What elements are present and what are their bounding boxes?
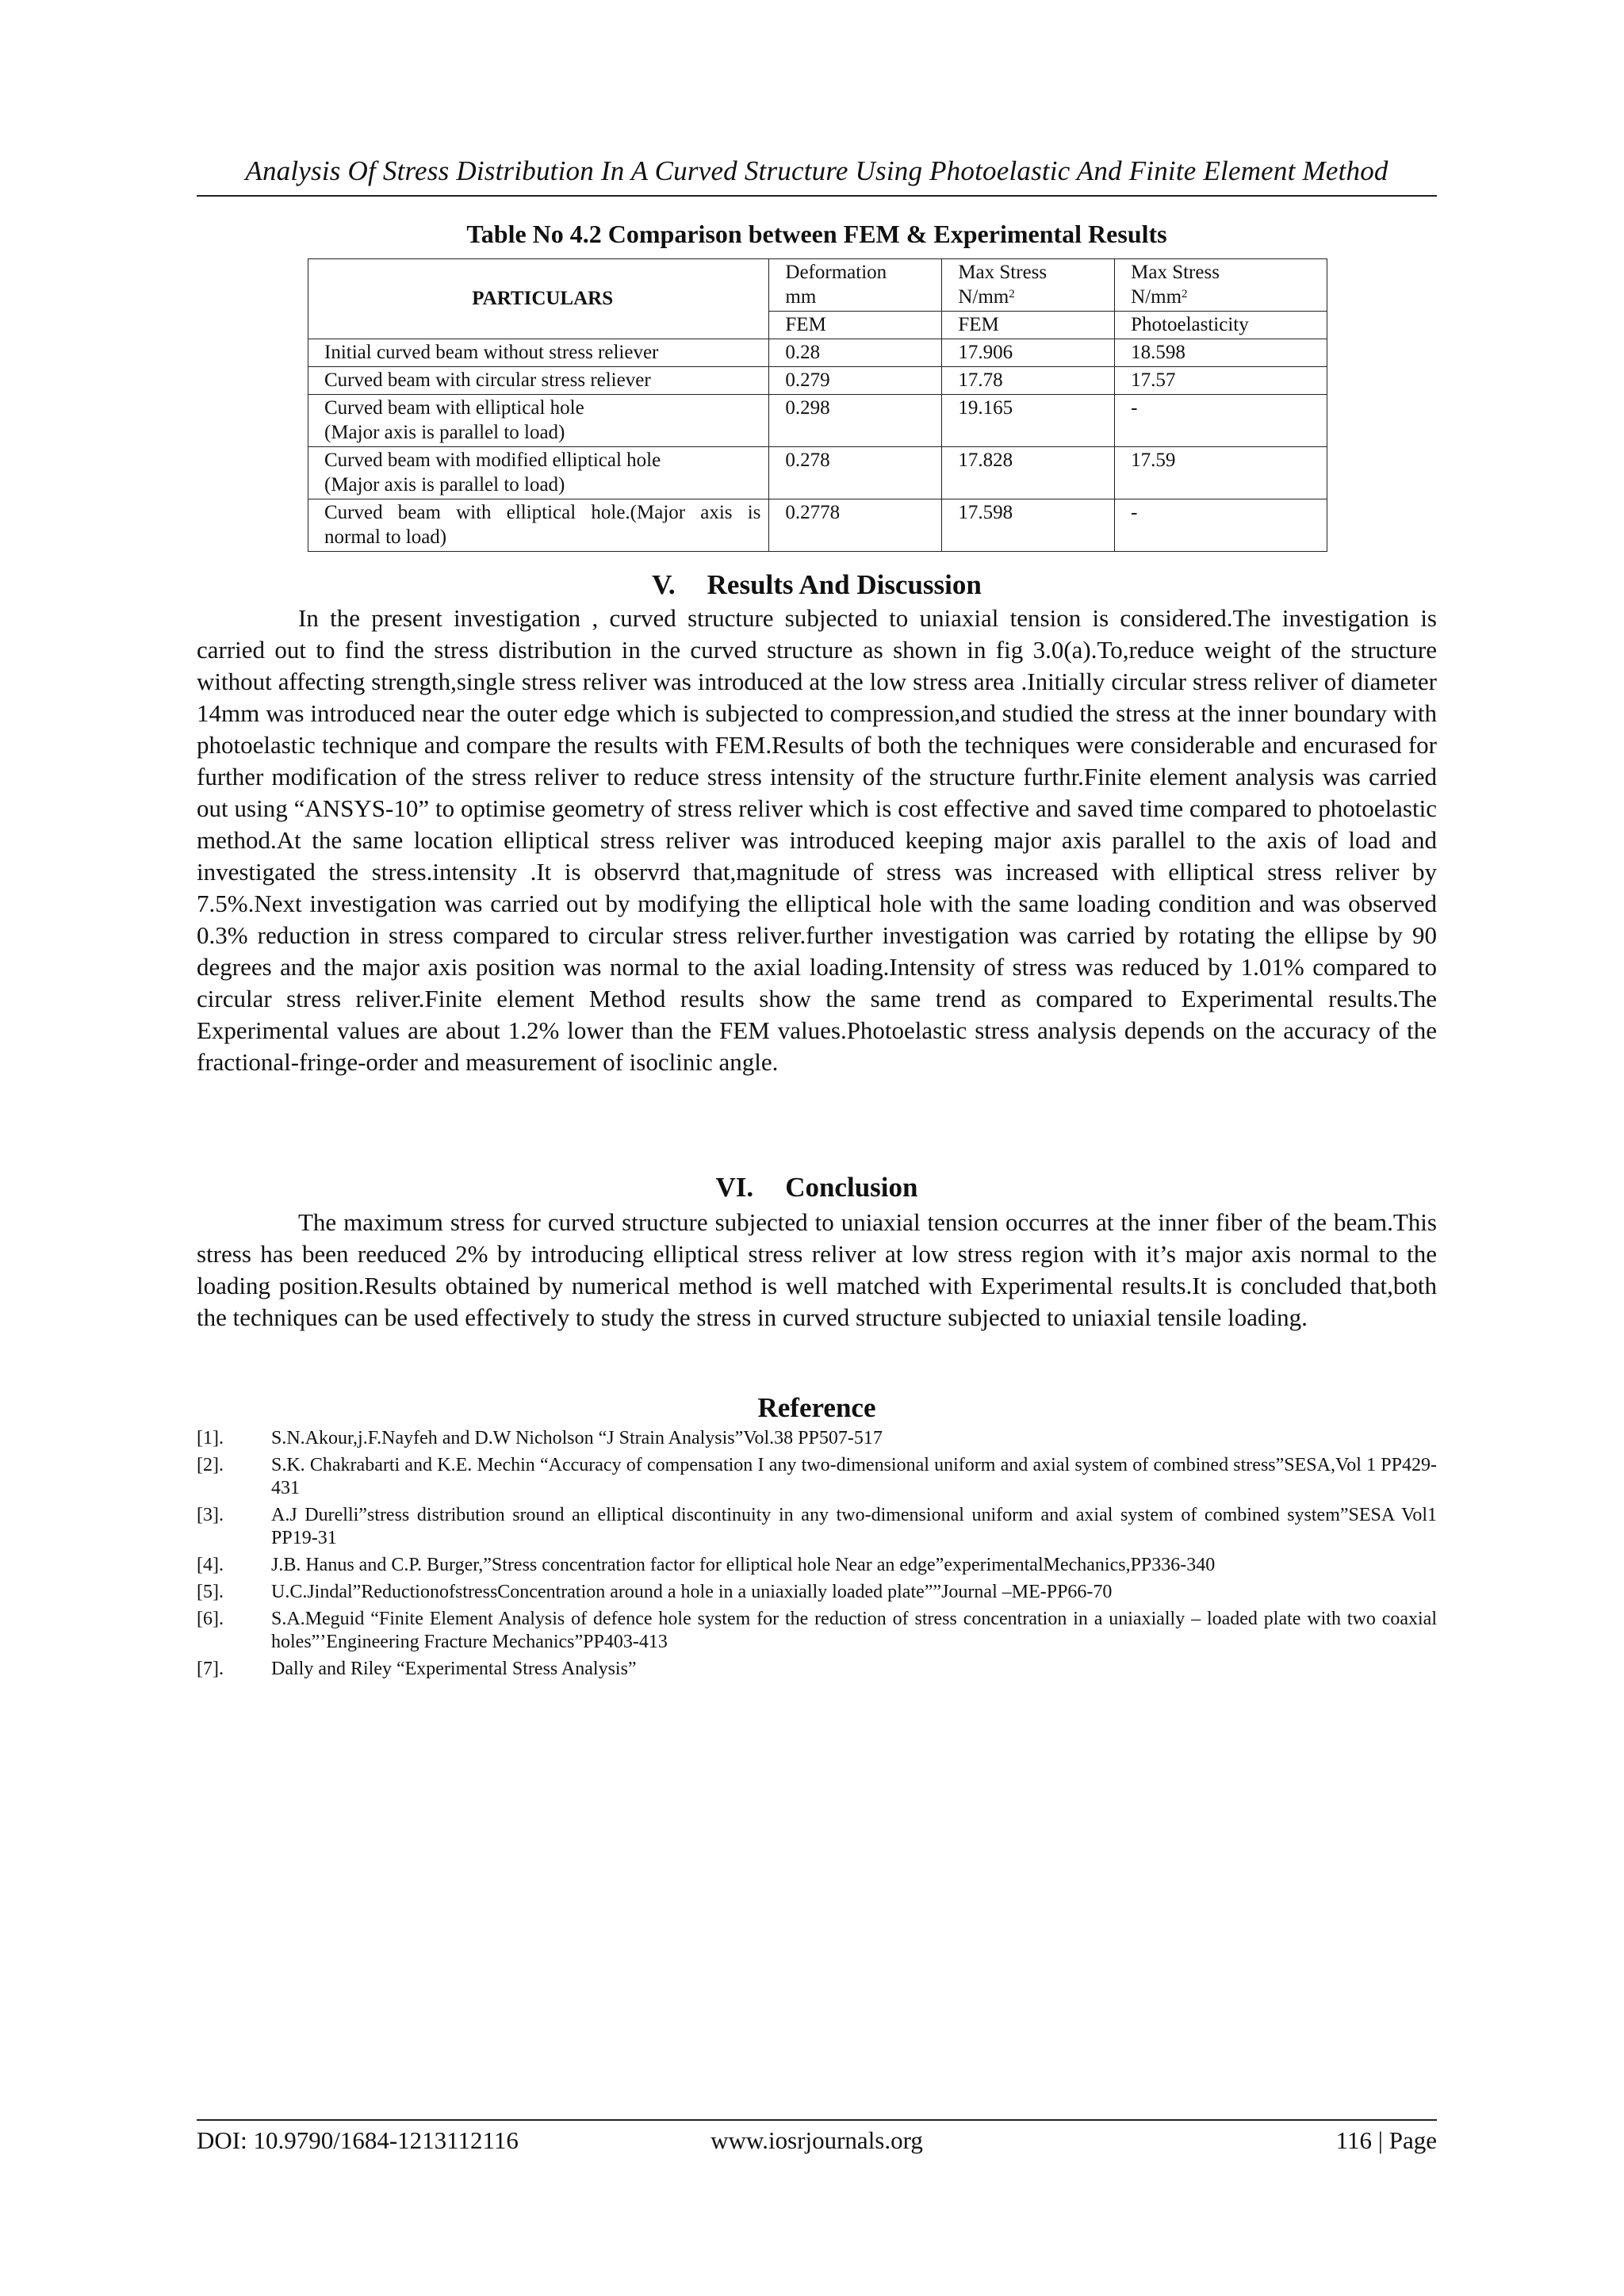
- footer-page-number: 116 | Page: [1335, 2126, 1437, 2154]
- row-particular-line1: Curved beam with elliptical hole: [324, 397, 584, 419]
- row-deformation: 0.298: [769, 395, 942, 447]
- table-header-row: [308, 259, 1327, 312]
- row-fem-stress: 19.165: [942, 395, 1115, 447]
- row-particular: Initial curved beam without stress reliever: [308, 339, 769, 367]
- row-particular: Curved beam with circular stress reliever: [308, 367, 769, 395]
- row-fem-stress: 17.598: [942, 499, 1115, 552]
- row-photo-stress: 17.59: [1115, 447, 1327, 499]
- section-number: V.: [652, 569, 676, 600]
- row-particular-line2: (Major axis is parallel to load): [324, 474, 565, 496]
- comparison-table: [308, 258, 1327, 552]
- max-stress-label: Max Stress: [958, 262, 1048, 283]
- row-particular: [308, 395, 769, 447]
- row-photo-stress: 18.598: [1115, 339, 1327, 367]
- row-photo-stress: -: [1115, 499, 1327, 552]
- references-heading: Reference: [757, 1392, 876, 1423]
- reference-item: [197, 1504, 1437, 1550]
- section-title: Conclusion: [785, 1172, 918, 1203]
- footer-website: www.iosrjournals.org: [710, 2126, 923, 2154]
- row-particular: [308, 499, 769, 552]
- section-title: Results And Discussion: [707, 569, 982, 600]
- section-heading-conclusion: [197, 1172, 1437, 1203]
- reference-text: S.K. Chakrabarti and K.E. Mechin “Accuracy of compensation I any two-dimensional uniform and axial system of combined stress”SESA,Vol 1 PP429-431: [271, 1455, 1437, 1498]
- table-row: [308, 499, 1327, 552]
- reference-text: J.B. Hanus and C.P. Burger,”Stress concentration factor for elliptical hole Near an edge”experimentalMechanics,PP336-340: [271, 1555, 1216, 1575]
- max-stress-fem-header: [942, 259, 1115, 312]
- running-title: Analysis Of Stress Distribution In A Curved Structure Using Photoelastic And Finite Element Method: [245, 155, 1388, 186]
- max-stress-unit: N/mm: [958, 286, 1009, 308]
- row-photo-stress: 17.57: [1115, 367, 1327, 395]
- row-fem-stress: 17.906: [942, 339, 1115, 367]
- reference-list: [197, 1427, 1437, 1685]
- reference-number: [7].: [197, 1659, 224, 1679]
- results-paragraph: [197, 603, 1437, 1078]
- reference-item: [197, 1581, 1437, 1604]
- conclusion-paragraph: [197, 1207, 1437, 1334]
- deformation-label: Deformation: [785, 262, 887, 283]
- deformation-unit: mm: [785, 286, 817, 308]
- row-photo-stress: -: [1115, 395, 1327, 447]
- table-row: [308, 367, 1327, 395]
- row-particular-line1: Curved beam with elliptical hole.(Major axis is: [324, 502, 761, 523]
- row-fem-stress: 17.78: [942, 367, 1115, 395]
- table-row: [308, 339, 1327, 367]
- reference-item: [197, 1608, 1437, 1654]
- reference-item: [197, 1454, 1437, 1500]
- reference-number: [3].: [197, 1505, 224, 1525]
- reference-number: [6].: [197, 1609, 224, 1629]
- row-particular-line1: Curved beam with modified elliptical hole: [324, 450, 661, 471]
- reference-number: [1].: [197, 1428, 224, 1448]
- reference-number: [2].: [197, 1455, 224, 1475]
- row-deformation: 0.278: [769, 447, 942, 499]
- max-stress-unit: N/mm: [1131, 286, 1182, 308]
- row-deformation: 0.28: [769, 339, 942, 367]
- table-title: Table No 4.2 Comparison between FEM & Experimental Results: [466, 220, 1167, 248]
- row-fem-stress: 17.828: [942, 447, 1115, 499]
- unit-exponent: 2: [1182, 288, 1188, 300]
- footer-rule: [197, 2119, 1437, 2121]
- reference-number: [4].: [197, 1555, 224, 1575]
- row-particular-line2: (Major axis is parallel to load): [324, 422, 565, 443]
- max-stress-photo-header: [1115, 259, 1327, 312]
- conclusion-text: The maximum stress for curved structure subjected to uniaxial tension occurres at the inner fiber of the beam.This stress has been reeduced 2% by introducing elliptical stress reliver at low stress region with it’s major axis normal to the loading position.Results obtained by numerical method is well matched with Experimental results.It is concluded that,both the techniques can be used effectively to study the stress in curved structure subjected to uniaxial tensile loading.: [197, 1208, 1437, 1331]
- method-fem: FEM: [942, 312, 1115, 339]
- reference-text: U.C.Jindal”ReductionofstressConcentration around a hole in a uniaxially loaded plate””Journal –ME-PP66-70: [271, 1582, 1113, 1602]
- paper-page: [197, 0, 1437, 2296]
- method-fem: FEM: [769, 312, 942, 339]
- table-row: [308, 447, 1327, 499]
- particulars-header: PARTICULARS: [308, 259, 769, 339]
- reference-item: [197, 1658, 1437, 1681]
- reference-number: [5].: [197, 1582, 224, 1602]
- section-number: VI.: [715, 1172, 754, 1203]
- header-rule: [197, 195, 1437, 197]
- row-deformation: 0.279: [769, 367, 942, 395]
- method-photoelasticity: Photoelasticity: [1115, 312, 1327, 339]
- row-deformation: 0.2778: [769, 499, 942, 552]
- row-particular: [308, 447, 769, 499]
- row-particular-line2: normal to load): [324, 526, 447, 548]
- unit-exponent: 2: [1009, 288, 1015, 300]
- reference-text: Dally and Riley “Experimental Stress Analysis”: [271, 1659, 637, 1679]
- footer-doi: DOI: 10.9790/1684-1213112116: [197, 2126, 519, 2154]
- results-text: In the present investigation , curved structure subjected to uniaxial tension is considered.The investigation is carried out to find the stress distribution in the curved structure as shown in fig 3.0(a).To,reduce weight of the structure without affecting strength,single stress reliver was introduced at the low stress area .Initially circular stress reliver of diameter 14mm was introduced near the outer edge which is subjected to compression,and studied the stress at the inner boundary with photoelastic technique and compare the results with FEM.Results of both the techniques were considerable and encurased for further modification of the stress reliver to reduce stress intensity of the structure furthr.Finite element analysis was carried out using “ANSYS-10” to optimise geometry of stress reliver which is cost effective and saved time compared to photoelastic method.At the same location elliptical stress reliver was introduced keeping major axis parallel to the axis of load and investigated the stress.intensity .It is observrd that,magnitude of stress was increased with elliptical stress reliver by 7.5%.Next investigation was carried out by modifying the elliptical hole with the same loading condition and was observed 0.3% reduction in stress compared to circular stress reliver.further investigation was carried by rotating the ellipse by 90 degrees and the major axis position was normal to the axial loading.Intensity of stress was reduced by 1.01% compared to circular stress reliver.Finite element Method results show the same trend as compared to Experimental results.The Experimental values are about 1.2% lower than the FEM values.Photoelastic stress analysis depends on the accuracy of the fractional-fringe-order and measurement of isoclinic angle.: [197, 604, 1437, 1076]
- max-stress-label: Max Stress: [1131, 262, 1220, 283]
- reference-item: [197, 1554, 1437, 1577]
- reference-text: S.N.Akour,j.F.Nayfeh and D.W Nicholson “J Strain Analysis”Vol.38 PP507-517: [271, 1428, 883, 1448]
- deformation-header: [769, 259, 942, 312]
- section-heading-results: [197, 569, 1437, 601]
- reference-text: A.J Durelli”stress distribution sround an elliptical discontinuity in any two-dimensional uniform and axial system of combined system”SESA Vol1 PP19-31: [271, 1505, 1437, 1548]
- reference-item: [197, 1427, 1437, 1450]
- reference-text: S.A.Meguid “Finite Element Analysis of defence hole system for the reduction of stress concentration in a uniaxially – loaded plate with two coaxial holes”’Engineering Fracture Mechanics”PP403-413: [271, 1609, 1437, 1652]
- table-row: [308, 395, 1327, 447]
